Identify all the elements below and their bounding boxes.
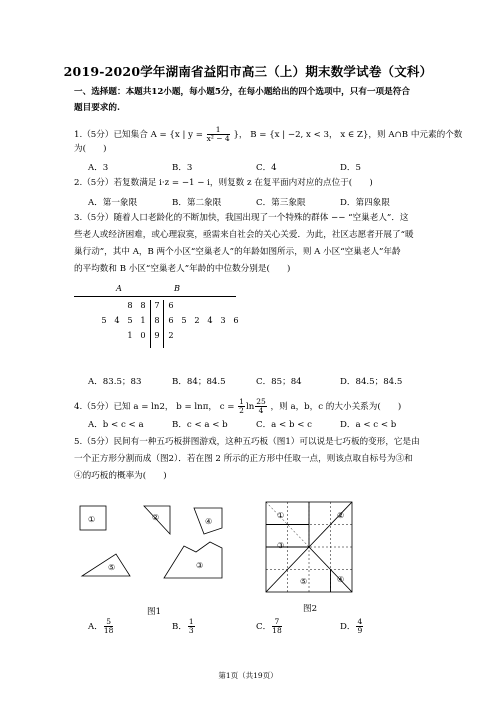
stem-leaf-plot — [74, 283, 239, 363]
stem-right-leaf: 3 — [220, 315, 226, 325]
section-heading: 一、选择题：本题共12小题，每小题5分，在每小题给出的四个选项中，只有一项是符合 — [74, 87, 410, 97]
question-3-line2: 些老人或经济困难，或心理寂寞，亟需来自社会的关心关爱．为此，社区志愿者开展了“暖 — [74, 230, 414, 240]
fig2-caption: 图2 — [303, 604, 318, 614]
question-3-line1: 3.（5分）随着人口老龄化的不断加快，我国出现了一个特殊的群体 −− “空巢老人”．这 — [74, 213, 409, 223]
stem-left-leaf: 8 — [140, 300, 146, 310]
q1-option-b: B．3 — [172, 163, 193, 173]
stem-right-leaf: 4 — [207, 315, 213, 325]
q1-set-a: A = {x | y = — [150, 130, 203, 140]
stem-value: 8 — [154, 315, 160, 325]
stem-right-leaf: 6 — [168, 315, 174, 325]
q5-option-c: C． $\frac{7}{18}$ — [256, 617, 282, 635]
q3-option-c: C．85；84 — [256, 377, 302, 387]
q1-option-a: A．3 — [88, 163, 109, 173]
fig1-piece-3 — [164, 542, 222, 578]
stem-left-leaf: 4 — [114, 315, 120, 325]
q1-option-c: C．4 — [256, 163, 277, 173]
fig2-label-5: ⑤ — [300, 577, 308, 586]
q5-option-b: B． $\frac{1}{3}$ — [172, 617, 194, 635]
question-4: 4.（5分）已知 a = ln2， b = lnπ， c = $\frac{1}{2}$ ln $\frac{25}{4}$ ，则 a，b，c 的大小关系为( ) — [74, 397, 402, 415]
figure-1 — [72, 496, 262, 606]
q3-option-a: A．83.5；83 — [88, 377, 142, 387]
fig1-label-2: ② — [152, 513, 160, 522]
fig1-piece-5 — [82, 554, 130, 576]
q5-option-fraction: $\frac{5}{18}$ — [103, 617, 114, 635]
stem-left-leaf: 1 — [127, 330, 133, 340]
q3-option-b: B．84；84.5 — [172, 377, 226, 387]
stem-value: 7 — [154, 300, 160, 310]
stem-left-leaf: 0 — [140, 330, 146, 340]
question-5-line1: 5.（5分）民间有一种五巧板拼图游戏，这种五巧板（图1）可以说是七巧板的变形，它是由 — [74, 437, 420, 447]
stem-value: 9 — [154, 330, 160, 340]
page-footer: 第1页（共19页） — [218, 671, 278, 680]
question-2: 2.（5分）若复数满足 i·z = −1 − i，则复数 z 在复平面内对应的点位于( ) — [74, 178, 373, 188]
q4-fraction-25-4: $\frac{25}{4}$ — [256, 397, 266, 415]
question-1: 1.（5分）已知集合 A = {x | y = $\frac{1}{\text{x² − 4}}$ }， B = {x | −2, x < 3， x ∈ Z}，则 A∩B 中元素的个数 — [74, 125, 463, 143]
q1-fraction: $\frac{1}{\text{x² − 4}}$ — [206, 125, 230, 143]
stem-right-leaf: 2 — [168, 330, 174, 340]
question-3-line3: 巢行动”，其中 A，B 两个小区“空巢老人”的年龄如图所示，则 A 小区“空巢老人”年龄 — [74, 247, 401, 257]
fig2-label-2: ② — [337, 511, 345, 520]
stem-right-leaf: 5 — [181, 315, 187, 325]
q2-option-b: B．第二象限 — [172, 198, 222, 208]
stem-left-leaf: 1 — [140, 315, 146, 325]
q4-option-b: B．c < a < b — [172, 420, 228, 430]
stem-left-leaf: 5 — [101, 315, 107, 325]
q4-option-d: D．a < c < b — [340, 420, 397, 430]
fig2-label-1: ① — [277, 511, 285, 520]
stem-left-rule — [150, 300, 151, 348]
stem-left-leaf: 8 — [127, 300, 133, 310]
q4-fraction-half: $\frac{1}{2}$ — [239, 397, 244, 415]
q4-option-c: C．a < b < c — [256, 420, 312, 430]
fig1-caption: 图1 — [147, 607, 162, 617]
stem-right-rule — [163, 300, 164, 348]
stem-left-leaf: 5 — [127, 315, 133, 325]
question-1-line2: 为( ) — [74, 144, 107, 154]
q2-option-a: A．第一象限 — [88, 198, 138, 208]
q5-option-fraction: $\frac{4}{9}$ — [357, 617, 363, 635]
q5-option-fraction: $\frac{1}{3}$ — [188, 617, 194, 635]
q1-set-b: B = {x | −2, x < 3， x ∈ Z}，则 — [250, 130, 386, 140]
section-heading-cont: 题目要求的. — [74, 103, 120, 113]
stem-header-b: B — [174, 283, 181, 293]
stem-right-leaf: 6 — [168, 300, 174, 310]
fig1-label-5: ⑤ — [108, 563, 116, 572]
question-5-line2: 一个正方形分割而成（图2）．若在图 2 所示的正方形中任取一点，则该点取自标号为③和 — [74, 454, 413, 464]
q2-option-c: C．第三象限 — [256, 198, 306, 208]
fig2-label-3: ③ — [277, 541, 285, 550]
question-3-line4: 的平均数和 B 小区“空巢老人”年龄的中位数分别是( ) — [74, 264, 291, 274]
q1-lead: 1.（5分）已知集合 — [74, 130, 148, 140]
page-title: 2019-2020学年湖南省益阳市高三（上）期末数学试卷（文科） — [63, 64, 433, 79]
q5-option-fraction: $\frac{7}{18}$ — [272, 617, 282, 635]
q4-option-a: A．b < c < a — [88, 420, 144, 430]
fig1-label-4: ④ — [205, 517, 213, 526]
q5-option-a: A． $\frac{5}{18}$ — [88, 617, 114, 635]
figure-2 — [262, 496, 358, 600]
fig2-label-4: ④ — [337, 575, 345, 584]
stem-right-leaf: 2 — [194, 315, 200, 325]
fig1-label-3: ③ — [196, 561, 204, 570]
q2-option-d: D．第四象限 — [340, 198, 390, 208]
fig1-label-1: ① — [88, 515, 96, 524]
stem-top-rule — [74, 296, 236, 297]
q5-option-d: D． $\frac{4}{9}$ — [340, 617, 363, 635]
q3-option-d: D．84.5；84.5 — [340, 377, 403, 387]
q1-option-d: D．5 — [340, 163, 361, 173]
stem-header-a: A — [116, 283, 122, 293]
stem-right-leaf: 6 — [233, 315, 239, 325]
question-5-line3: ④的巧板的概率为( ) — [74, 471, 167, 481]
